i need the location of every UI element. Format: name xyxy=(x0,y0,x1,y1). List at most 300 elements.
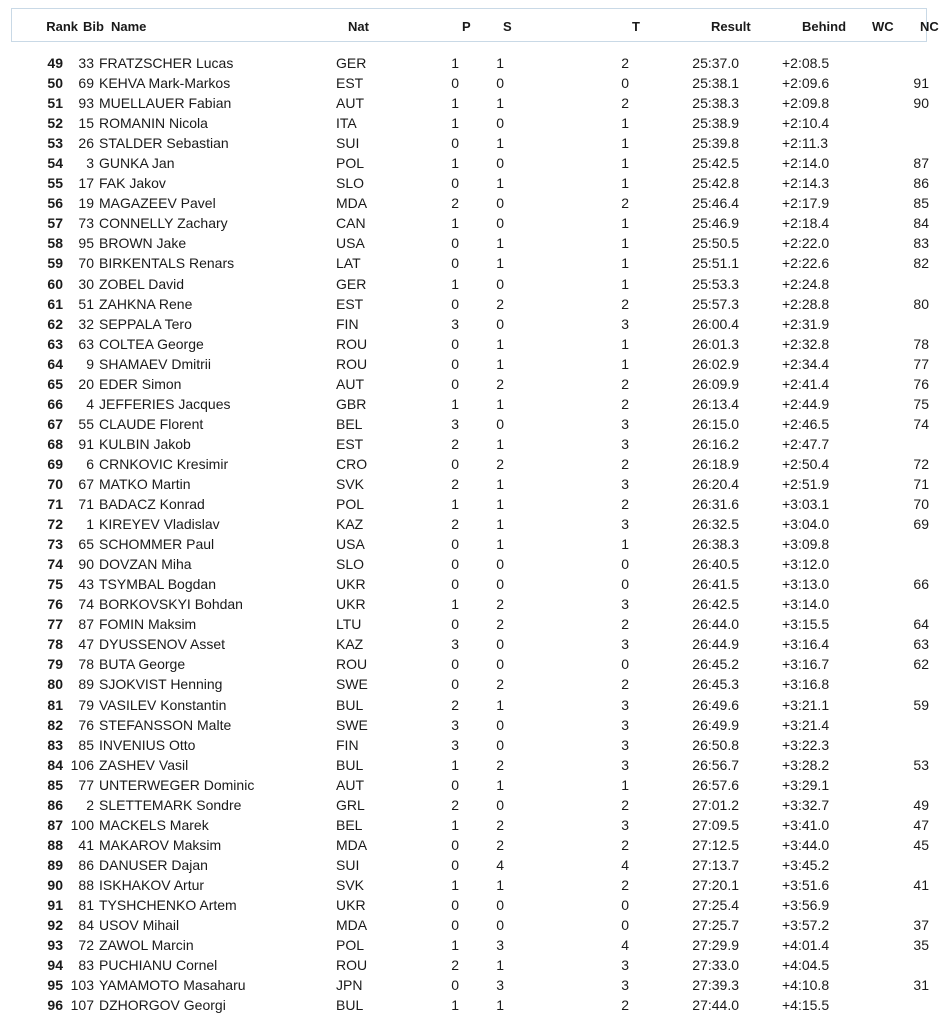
standing-misses-cell: 2 xyxy=(496,836,504,853)
rank-cell: 93 xyxy=(47,937,63,954)
behind-cell: +3:44.0 xyxy=(782,836,830,853)
bib-cell: 90 xyxy=(78,556,94,573)
nation-cell: BEL xyxy=(336,415,363,432)
nation-cell: SUI xyxy=(336,856,360,873)
result-time-cell: 26:00.4 xyxy=(692,315,739,332)
table-row xyxy=(0,173,945,193)
result-time-cell: 26:16.2 xyxy=(692,435,739,452)
result-time-cell: 26:45.2 xyxy=(692,656,739,673)
nation-cell: POL xyxy=(336,937,365,954)
bib-cell: 69 xyxy=(78,75,94,92)
total-misses-cell: 2 xyxy=(621,55,629,71)
rank-cell: 92 xyxy=(47,917,63,934)
bib-cell: 47 xyxy=(78,636,94,653)
behind-cell: +4:01.4 xyxy=(782,937,830,954)
behind-cell: +3:56.9 xyxy=(782,896,830,913)
nc-points-cell: 63 xyxy=(913,636,929,653)
athlete-name-cell: DZHORGOV Georgi xyxy=(99,997,226,1014)
standing-misses-cell: 1 xyxy=(496,776,504,793)
total-misses-cell: 3 xyxy=(621,475,629,492)
header-wc: WC xyxy=(872,19,894,34)
bib-cell: 79 xyxy=(78,696,94,713)
nation-cell: EST xyxy=(336,75,364,92)
athlete-name-cell: INVENIUS Otto xyxy=(99,736,196,753)
athlete-name-cell: KEHVA Mark-Markos xyxy=(99,75,231,92)
rank-cell: 79 xyxy=(47,656,63,673)
athlete-name-cell: SCHOMMER Paul xyxy=(99,536,215,553)
behind-cell: +3:57.2 xyxy=(782,917,830,934)
behind-cell: +3:15.5 xyxy=(782,616,830,633)
prone-misses-cell: 0 xyxy=(451,917,459,934)
total-misses-cell: 2 xyxy=(621,616,629,633)
prone-misses-cell: 2 xyxy=(451,696,459,713)
behind-cell: +2:22.0 xyxy=(782,235,830,252)
bib-cell: 85 xyxy=(78,736,94,753)
table-row xyxy=(0,193,945,213)
nation-cell: USA xyxy=(336,235,365,252)
standing-misses-cell: 4 xyxy=(496,856,504,873)
total-misses-cell: 2 xyxy=(621,295,629,312)
athlete-name-cell: BROWN Jake xyxy=(99,235,187,252)
nc-points-cell: 53 xyxy=(913,756,929,773)
prone-misses-cell: 2 xyxy=(451,796,459,813)
bib-cell: 78 xyxy=(78,656,94,673)
rank-cell: 68 xyxy=(47,435,63,452)
prone-misses-cell: 0 xyxy=(451,335,459,352)
bib-cell: 20 xyxy=(78,375,94,392)
result-time-cell: 27:29.9 xyxy=(692,937,739,954)
total-misses-cell: 3 xyxy=(621,756,629,773)
result-time-cell: 27:01.2 xyxy=(692,796,739,813)
table-row xyxy=(0,514,945,534)
prone-misses-cell: 1 xyxy=(451,115,459,132)
table-row xyxy=(0,213,945,233)
rank-cell: 61 xyxy=(47,295,63,312)
rank-cell: 69 xyxy=(47,455,63,472)
nc-points-cell: 72 xyxy=(913,455,929,472)
behind-cell: +2:14.0 xyxy=(782,155,830,172)
result-time-cell: 27:13.7 xyxy=(692,856,739,873)
total-misses-cell: 2 xyxy=(621,375,629,392)
nation-cell: SWE xyxy=(336,716,368,733)
behind-cell: +2:08.5 xyxy=(782,55,830,71)
prone-misses-cell: 0 xyxy=(451,75,459,92)
table-row xyxy=(0,654,945,674)
header-nat: Nat xyxy=(348,19,369,34)
prone-misses-cell: 1 xyxy=(451,275,459,292)
standing-misses-cell: 0 xyxy=(496,315,504,332)
athlete-name-cell: ZASHEV Vasil xyxy=(99,756,189,773)
nation-cell: FIN xyxy=(336,736,359,753)
rank-cell: 73 xyxy=(47,536,63,553)
table-row xyxy=(0,955,945,975)
nation-cell: SVK xyxy=(336,475,365,492)
rank-cell: 75 xyxy=(47,576,63,593)
table-row xyxy=(0,594,945,614)
total-misses-cell: 0 xyxy=(621,556,629,573)
nation-cell: UKR xyxy=(336,596,366,613)
nc-points-cell: 37 xyxy=(913,917,929,934)
result-time-cell: 27:09.5 xyxy=(692,816,739,833)
result-time-cell: 26:41.5 xyxy=(692,576,739,593)
standing-misses-cell: 0 xyxy=(496,215,504,232)
prone-misses-cell: 3 xyxy=(451,636,459,653)
standing-misses-cell: 2 xyxy=(496,455,504,472)
total-misses-cell: 0 xyxy=(621,656,629,673)
table-row xyxy=(0,113,945,133)
rank-cell: 82 xyxy=(47,716,63,733)
table-row xyxy=(0,454,945,474)
behind-cell: +2:51.9 xyxy=(782,475,830,492)
prone-misses-cell: 1 xyxy=(451,876,459,893)
table-row xyxy=(0,815,945,835)
prone-misses-cell: 0 xyxy=(451,255,459,272)
bib-cell: 89 xyxy=(78,676,94,693)
nc-points-cell: 87 xyxy=(913,155,929,172)
prone-misses-cell: 0 xyxy=(451,175,459,192)
rank-cell: 91 xyxy=(47,896,63,913)
behind-cell: +2:28.8 xyxy=(782,295,830,312)
result-time-cell: 27:33.0 xyxy=(692,957,739,974)
table-row xyxy=(0,233,945,253)
total-misses-cell: 1 xyxy=(621,215,629,232)
result-time-cell: 26:42.5 xyxy=(692,596,739,613)
prone-misses-cell: 0 xyxy=(451,235,459,252)
table-row xyxy=(0,715,945,735)
table-row xyxy=(0,975,945,995)
rank-cell: 58 xyxy=(47,235,63,252)
rank-cell: 83 xyxy=(47,736,63,753)
rank-cell: 80 xyxy=(47,676,63,693)
prone-misses-cell: 1 xyxy=(451,816,459,833)
table-row xyxy=(0,554,945,574)
header-bib: Bib xyxy=(83,19,104,34)
nc-points-cell: 77 xyxy=(913,355,929,372)
prone-misses-cell: 3 xyxy=(451,716,459,733)
behind-cell: +3:21.4 xyxy=(782,716,830,733)
nation-cell: SWE xyxy=(336,676,368,693)
nation-cell: UKR xyxy=(336,896,366,913)
standing-misses-cell: 2 xyxy=(496,676,504,693)
nation-cell: BUL xyxy=(336,997,364,1014)
athlete-name-cell: SLETTEMARK Sondre xyxy=(99,796,242,813)
nc-points-cell: 35 xyxy=(913,937,929,954)
behind-cell: +3:12.0 xyxy=(782,556,830,573)
result-time-cell: 25:53.3 xyxy=(692,275,739,292)
nation-cell: GER xyxy=(336,275,367,292)
total-misses-cell: 2 xyxy=(621,796,629,813)
result-time-cell: 27:20.1 xyxy=(692,876,739,893)
bib-cell: 74 xyxy=(78,596,94,613)
behind-cell: +2:47.7 xyxy=(782,435,830,452)
standing-misses-cell: 1 xyxy=(496,496,504,513)
behind-cell: +2:50.4 xyxy=(782,455,830,472)
standing-misses-cell: 0 xyxy=(496,115,504,132)
nc-points-cell: 83 xyxy=(913,235,929,252)
nation-cell: MDA xyxy=(336,836,368,853)
bib-cell: 51 xyxy=(78,295,94,312)
rank-cell: 95 xyxy=(47,977,63,994)
prone-misses-cell: 2 xyxy=(451,516,459,533)
total-misses-cell: 0 xyxy=(621,576,629,593)
prone-misses-cell: 1 xyxy=(451,496,459,513)
result-time-cell: 26:32.5 xyxy=(692,516,739,533)
standing-misses-cell: 0 xyxy=(496,636,504,653)
result-time-cell: 26:40.5 xyxy=(692,556,739,573)
athlete-name-cell: UNTERWEGER Dominic xyxy=(99,776,255,793)
athlete-name-cell: FOMIN Maksim xyxy=(99,616,197,633)
table-row xyxy=(0,674,945,694)
behind-cell: +3:32.7 xyxy=(782,796,830,813)
standing-misses-cell: 0 xyxy=(496,556,504,573)
total-misses-cell: 2 xyxy=(621,95,629,112)
bib-cell: 103 xyxy=(70,977,94,994)
table-row xyxy=(0,634,945,654)
total-misses-cell: 2 xyxy=(621,455,629,472)
nation-cell: BUL xyxy=(336,696,364,713)
result-time-cell: 26:49.9 xyxy=(692,716,739,733)
behind-cell: +3:28.2 xyxy=(782,756,830,773)
rank-cell: 72 xyxy=(47,516,63,533)
nation-cell: USA xyxy=(336,536,365,553)
rank-cell: 74 xyxy=(47,556,63,573)
nation-cell: ITA xyxy=(336,115,357,132)
result-time-cell: 26:49.6 xyxy=(692,696,739,713)
total-misses-cell: 3 xyxy=(621,596,629,613)
behind-cell: +2:18.4 xyxy=(782,215,830,232)
standing-misses-cell: 0 xyxy=(496,796,504,813)
nation-cell: UKR xyxy=(336,576,366,593)
rank-cell: 56 xyxy=(47,195,63,212)
standing-misses-cell: 0 xyxy=(496,155,504,172)
standing-misses-cell: 1 xyxy=(496,876,504,893)
behind-cell: +2:09.6 xyxy=(782,75,830,92)
total-misses-cell: 1 xyxy=(621,275,629,292)
behind-cell: +2:32.8 xyxy=(782,335,830,352)
table-row xyxy=(0,394,945,414)
nc-points-cell: 74 xyxy=(913,415,929,432)
athlete-name-cell: ZOBEL David xyxy=(99,275,185,292)
table-row xyxy=(0,314,945,334)
bib-cell: 81 xyxy=(78,896,94,913)
behind-cell: +3:13.0 xyxy=(782,576,830,593)
total-misses-cell: 1 xyxy=(621,355,629,372)
behind-cell: +3:14.0 xyxy=(782,596,830,613)
nation-cell: KAZ xyxy=(336,516,364,533)
bib-cell: 100 xyxy=(70,816,94,833)
total-misses-cell: 3 xyxy=(621,636,629,653)
table-row xyxy=(0,274,945,294)
prone-misses-cell: 0 xyxy=(451,896,459,913)
standing-misses-cell: 0 xyxy=(496,75,504,92)
behind-cell: +3:29.1 xyxy=(782,776,830,793)
standing-misses-cell: 1 xyxy=(496,696,504,713)
athlete-name-cell: FAK Jakov xyxy=(99,175,166,192)
table-row xyxy=(0,835,945,855)
table-row xyxy=(0,53,945,73)
table-row xyxy=(0,855,945,875)
standing-misses-cell: 3 xyxy=(496,977,504,994)
result-time-cell: 25:57.3 xyxy=(692,295,739,312)
standing-misses-cell: 1 xyxy=(496,255,504,272)
rank-cell: 66 xyxy=(47,395,63,412)
nation-cell: SUI xyxy=(336,135,360,152)
bib-cell: 9 xyxy=(86,355,94,372)
total-misses-cell: 3 xyxy=(621,516,629,533)
nation-cell: GER xyxy=(336,55,367,71)
result-time-cell: 26:15.0 xyxy=(692,415,739,432)
table-row xyxy=(0,414,945,434)
bib-cell: 26 xyxy=(78,135,94,152)
nation-cell: CRO xyxy=(336,455,368,472)
table-row xyxy=(0,915,945,935)
bib-cell: 93 xyxy=(78,95,94,112)
behind-cell: +2:09.8 xyxy=(782,95,830,112)
bib-cell: 71 xyxy=(78,496,94,513)
athlete-name-cell: GUNKA Jan xyxy=(99,155,175,172)
behind-cell: +2:41.4 xyxy=(782,375,830,392)
result-time-cell: 25:51.1 xyxy=(692,255,739,272)
bib-cell: 87 xyxy=(78,616,94,633)
prone-misses-cell: 1 xyxy=(451,215,459,232)
total-misses-cell: 0 xyxy=(621,896,629,913)
nation-cell: BUL xyxy=(336,756,364,773)
athlete-name-cell: STEFANSSON Malte xyxy=(99,716,232,733)
nation-cell: FIN xyxy=(336,315,359,332)
total-misses-cell: 4 xyxy=(621,937,629,954)
header-result: Result xyxy=(711,19,751,34)
bib-cell: 33 xyxy=(78,55,94,71)
behind-cell: +4:04.5 xyxy=(782,957,830,974)
header-standing: S xyxy=(503,19,512,34)
result-time-cell: 26:01.3 xyxy=(692,335,739,352)
result-time-cell: 27:25.7 xyxy=(692,917,739,934)
table-row xyxy=(0,534,945,554)
standing-misses-cell: 3 xyxy=(496,937,504,954)
athlete-name-cell: EDER Simon xyxy=(99,375,182,392)
nc-points-cell: 84 xyxy=(913,215,929,232)
behind-cell: +2:10.4 xyxy=(782,115,830,132)
bib-cell: 88 xyxy=(78,876,94,893)
result-time-cell: 25:42.8 xyxy=(692,175,739,192)
bib-cell: 4 xyxy=(86,395,94,412)
athlete-name-cell: MATKO Martin xyxy=(99,475,191,492)
nation-cell: SLO xyxy=(336,556,365,573)
nc-points-cell: 82 xyxy=(913,255,929,272)
prone-misses-cell: 0 xyxy=(451,375,459,392)
nc-points-cell: 78 xyxy=(913,335,929,352)
table-row xyxy=(0,354,945,374)
table-row xyxy=(0,153,945,173)
athlete-name-cell: DANUSER Dajan xyxy=(99,856,208,873)
bib-cell: 73 xyxy=(78,215,94,232)
rank-cell: 78 xyxy=(47,636,63,653)
total-misses-cell: 2 xyxy=(621,676,629,693)
behind-cell: +3:16.4 xyxy=(782,636,830,653)
result-time-cell: 25:46.9 xyxy=(692,215,739,232)
standing-misses-cell: 2 xyxy=(496,616,504,633)
result-time-cell: 25:37.0 xyxy=(692,55,739,71)
nation-cell: LTU xyxy=(336,616,362,633)
bib-cell: 43 xyxy=(78,576,94,593)
result-time-cell: 25:46.4 xyxy=(692,195,739,212)
table-row xyxy=(0,875,945,895)
prone-misses-cell: 2 xyxy=(451,475,459,492)
rank-cell: 86 xyxy=(47,796,63,813)
athlete-name-cell: ZAHKNA Rene xyxy=(99,295,193,312)
prone-misses-cell: 1 xyxy=(451,937,459,954)
total-misses-cell: 2 xyxy=(621,195,629,212)
rank-cell: 65 xyxy=(47,375,63,392)
prone-misses-cell: 0 xyxy=(451,355,459,372)
result-time-cell: 27:25.4 xyxy=(692,896,739,913)
header-rank: Rank xyxy=(46,19,78,34)
athlete-name-cell: USOV Mihail xyxy=(99,917,180,934)
table-row xyxy=(0,895,945,915)
rank-cell: 88 xyxy=(47,836,63,853)
standing-misses-cell: 1 xyxy=(496,395,504,412)
athlete-name-cell: ZAWOL Marcin xyxy=(99,937,194,954)
header-name: Name xyxy=(111,19,147,34)
bib-cell: 32 xyxy=(78,315,94,332)
behind-cell: +3:21.1 xyxy=(782,696,830,713)
total-misses-cell: 2 xyxy=(621,876,629,893)
result-time-cell: 26:45.3 xyxy=(692,676,739,693)
behind-cell: +3:16.7 xyxy=(782,656,830,673)
table-row xyxy=(0,935,945,955)
nc-points-cell: 91 xyxy=(913,75,929,92)
prone-misses-cell: 0 xyxy=(451,455,459,472)
total-misses-cell: 3 xyxy=(621,736,629,753)
total-misses-cell: 3 xyxy=(621,315,629,332)
nation-cell: CAN xyxy=(336,215,366,232)
prone-misses-cell: 0 xyxy=(451,556,459,573)
rank-cell: 62 xyxy=(47,315,63,332)
athlete-name-cell: TSYMBAL Bogdan xyxy=(99,576,216,593)
bib-cell: 41 xyxy=(78,836,94,853)
total-misses-cell: 4 xyxy=(621,856,629,873)
athlete-name-cell: DOVZAN Miha xyxy=(99,556,192,573)
result-time-cell: 26:44.9 xyxy=(692,636,739,653)
behind-cell: +3:03.1 xyxy=(782,496,830,513)
behind-cell: +4:10.8 xyxy=(782,977,830,994)
nation-cell: AUT xyxy=(336,375,364,392)
nation-cell: JPN xyxy=(336,977,363,994)
table-row xyxy=(0,574,945,594)
rank-cell: 49 xyxy=(47,55,63,71)
rank-cell: 64 xyxy=(47,355,63,372)
bib-cell: 107 xyxy=(70,997,94,1014)
standing-misses-cell: 1 xyxy=(496,335,504,352)
athlete-name-cell: YAMAMOTO Masaharu xyxy=(99,977,246,994)
total-misses-cell: 1 xyxy=(621,115,629,132)
rank-cell: 67 xyxy=(47,415,63,432)
standing-misses-cell: 0 xyxy=(496,195,504,212)
prone-misses-cell: 0 xyxy=(451,576,459,593)
nc-points-cell: 85 xyxy=(913,195,929,212)
rank-cell: 96 xyxy=(47,997,63,1014)
result-time-cell: 26:57.6 xyxy=(692,776,739,793)
rank-cell: 94 xyxy=(47,957,63,974)
prone-misses-cell: 2 xyxy=(451,195,459,212)
rank-cell: 87 xyxy=(47,816,63,833)
result-time-cell: 26:09.9 xyxy=(692,375,739,392)
nc-points-cell: 86 xyxy=(913,175,929,192)
result-time-cell: 27:12.5 xyxy=(692,836,739,853)
bib-cell: 95 xyxy=(78,235,94,252)
rank-cell: 51 xyxy=(47,95,63,112)
nc-points-cell: 47 xyxy=(913,816,929,833)
